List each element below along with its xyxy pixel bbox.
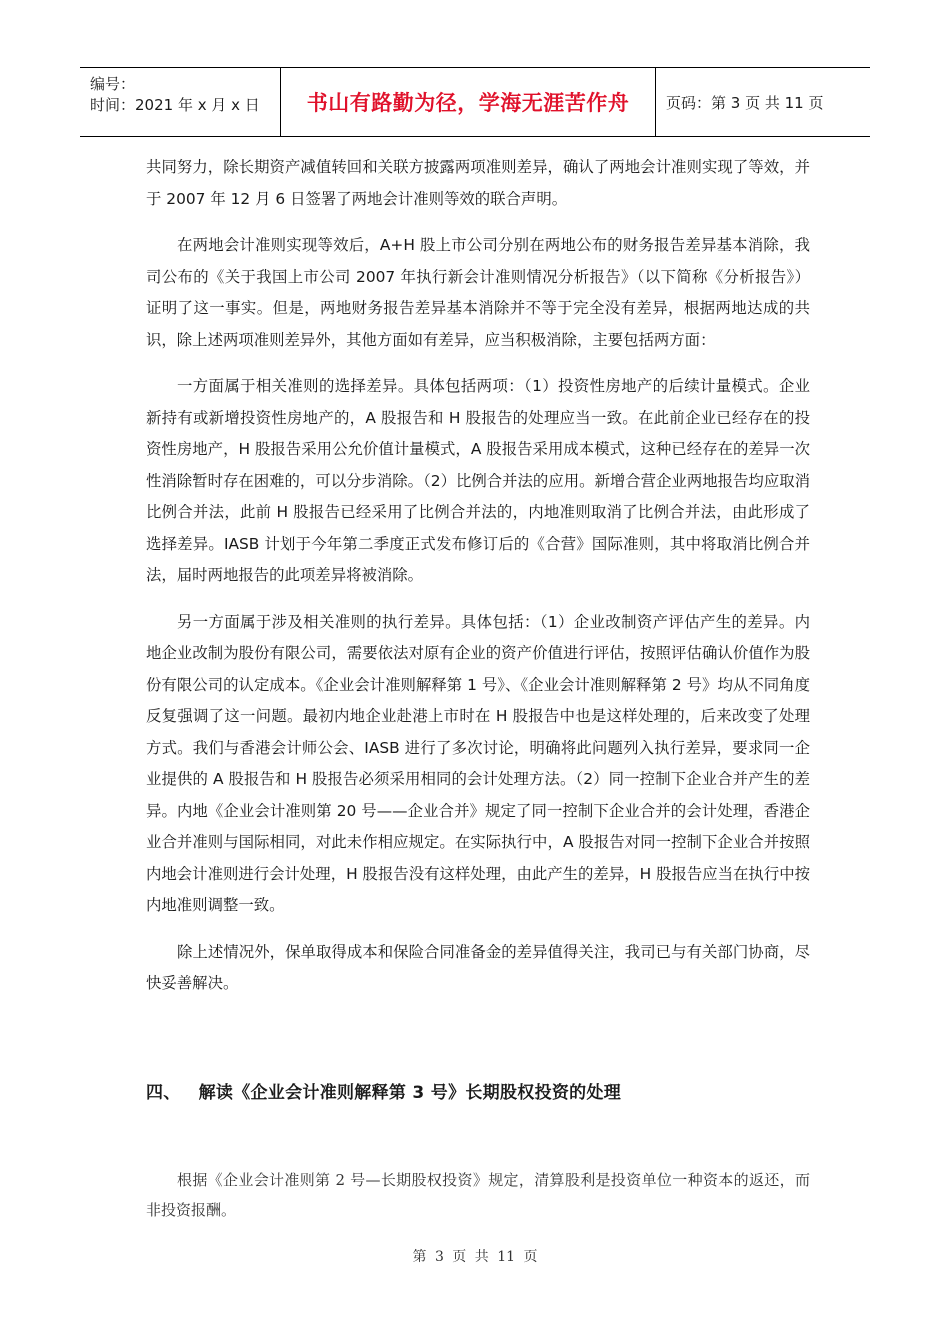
header-motto: 书山有路勤为径，学海无涯苦作舟 xyxy=(281,68,656,136)
section-paragraph: 根据《企业会计准则第 2 号—长期股权投资》规定，清算股利是投资单位一种资本的返还，而非投资报酬。 xyxy=(146,1171,810,1219)
body-paragraph: 一方面属于相关准则的选择差异。具体包括两项：（1）投资性房地产的后续计量模式。企业新持有或新增投资性房地产的，A 股报告和 H 股报告的处理应当一致。在此前企业已经存在的投资性房地产，H 股报告采用公允价值计量模式，A 股报告采用成本模式，这种已经存在的差异一次性消除暂时存在困难的，可以分步消除。（2）比例合并法的应用。新增合营企业两地报告均应取消比例合并法，此前 H 股报告已经采用了比例合并法的，内地准则取消了比例合并法，由此形成了选择差异。IASB 计划于今年第二季度正式发布修订后的《合营》国际准则，其中将取消比例合并法，届时两地报告的此项差异将被消除。 xyxy=(146,377,810,584)
page-header-table xyxy=(80,67,870,137)
header-meta-cell xyxy=(80,68,281,136)
section-heading xyxy=(146,1078,621,1103)
time-label: 时间：2021 年 x 月 x 日 xyxy=(90,96,260,114)
section-number: 四、 xyxy=(146,1083,181,1103)
header-page-label: 页码：第 3 页 共 11 页 xyxy=(666,93,824,112)
body-paragraph: 另一方面属于涉及相关准则的执行差异。具体包括：（1）企业改制资产评估产生的差异。内地企业改制为股份有限公司，需要依法对原有企业的资产价值进行评估，按照评估确认价值作为股份有限公司的认定成本。《企业会计准则解释第 1 号》、《企业会计准则解释第 2 号》均从不同角度反复强调了这一问题。最初内地企业赴港上市时在 H 股报告中也是这样处理的，后来改变了处理方式。我们与香港会计师公会、IASB 进行了多次讨论，明确将此问题列入执行差异，要求同一企业提供的 A 股报告和 H 股报告必须采用相同的会计处理方法。（2）同一控制下企业合并产生的差异。内地《企业会计准则第 20 号——企业合并》规定了同一控制下企业合并的会计处理，香港企业合并准则与国际相同，对此未作相应规定。在实际执行中，A 股报告对同一控制下企业合并按照内地会计准则进行会计处理，H 股报告没有这样处理，由此产生的差异，H 股报告应当在执行中按内地准则调整一致。 xyxy=(146,612,810,914)
body-paragraph: 在两地会计准则实现等效后，A+H 股上市公司分别在两地公布的财务报告差异基本消除，我司公布的《关于我国上市公司 2007 年执行新会计准则情况分析报告》（以下简称《分析报告》）证明了这一事实。但是，两地财务报告差异基本消除并不等于完全没有差异，根据两地达成的共识，除上述两项准则差异外，其他方面如有差异，应当积极消除，主要包括两方面： xyxy=(146,236,810,349)
page-footer: 第 3 页 共 11 页 xyxy=(412,1249,538,1265)
document-body xyxy=(146,152,810,1000)
serial-label: 编号： xyxy=(90,75,136,93)
body-paragraph: 除上述情况外，保单取得成本和保险合同准备金的差异值得关注，我司已与有关部门协商，尽快妥善解决。 xyxy=(146,942,810,992)
section-title-text: 解读《企业会计准则解释第 3 号》长期股权投资的处理 xyxy=(198,1083,622,1103)
body-paragraph: 共同努力，除长期资产减值转回和关联方披露两项准则差异，确认了两地会计准则实现了等效，并于 2007 年 12 月 6 日签署了两地会计准则等效的联合声明。 xyxy=(146,158,810,208)
